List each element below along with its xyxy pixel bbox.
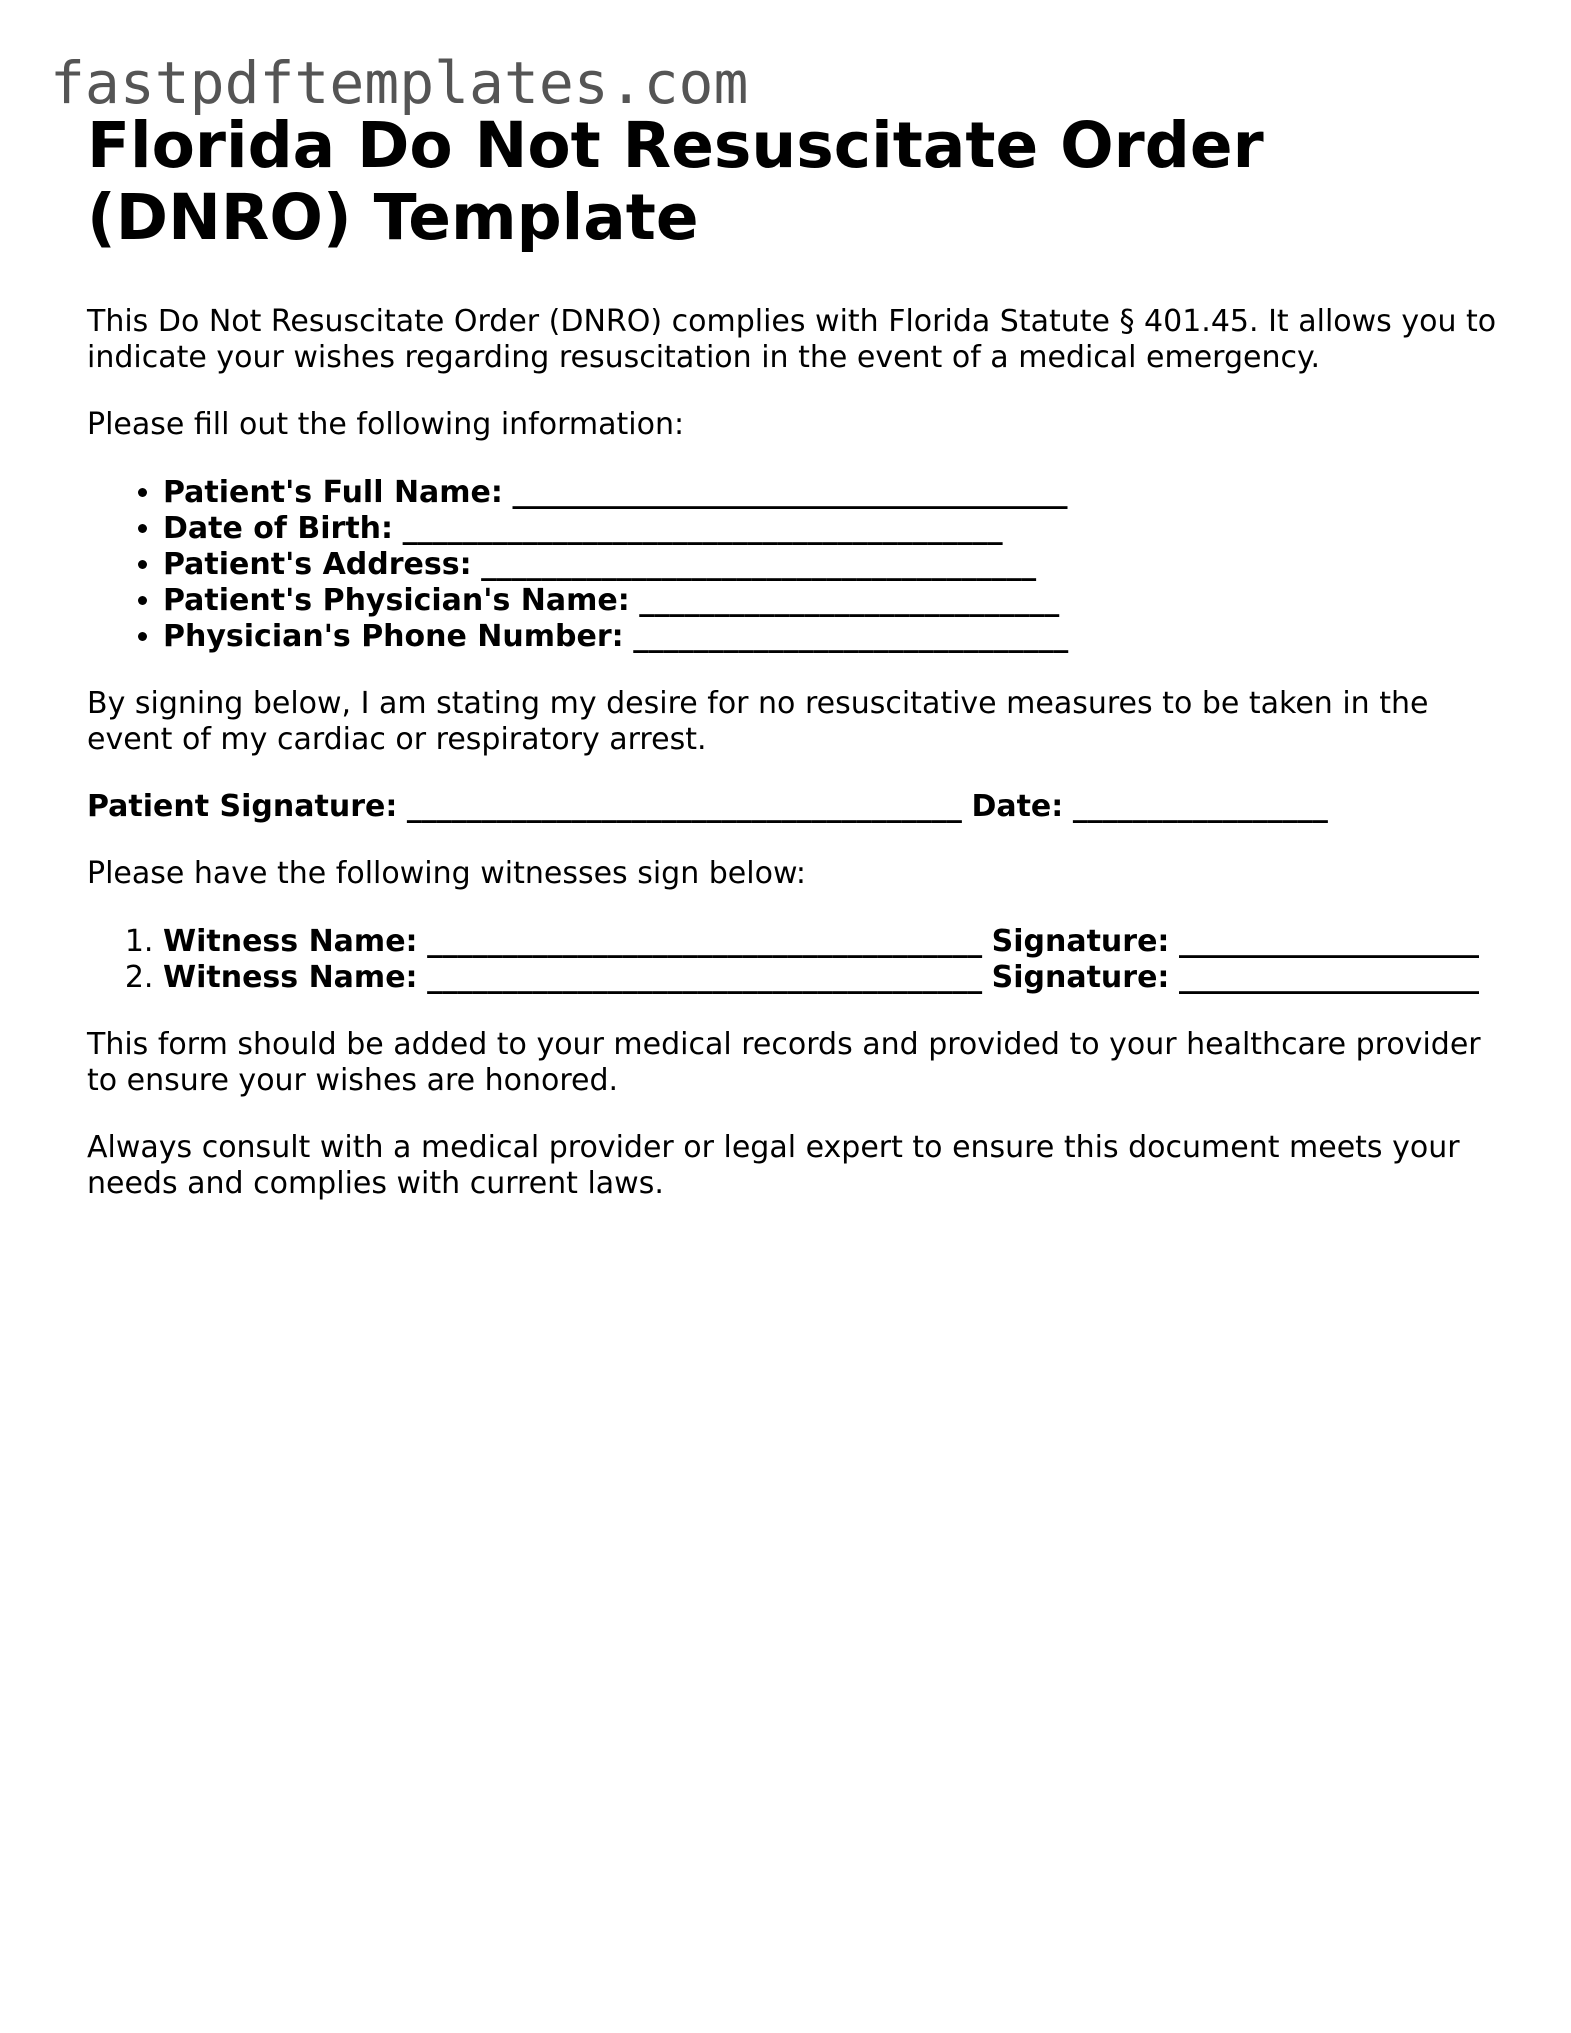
witness-signature-label: Signature:: [991, 924, 1170, 959]
patient-signature-label: Patient Signature:: [87, 789, 398, 824]
field-patient-address: [163, 547, 1497, 583]
field-patient-full-name: [163, 475, 1497, 511]
witness-signature-blank[interactable]: ____________________: [1178, 960, 1479, 995]
consult-note: Always consult with a medical provider or legal expert to ensure this document meets your needs and complies with current laws.: [87, 1130, 1460, 1201]
field-physician-name: [163, 583, 1497, 619]
field-label: Patient's Full Name:: [163, 475, 503, 510]
witness-name-blank[interactable]: _____________________________________: [427, 924, 983, 959]
witness-prompt: Please have the following witnesses sign below:: [87, 856, 806, 891]
date-blank[interactable]: _________________: [1072, 789, 1328, 824]
patient-fields-list: [87, 475, 1497, 655]
patient-signature-blank[interactable]: _____________________________________: [406, 789, 962, 824]
field-label: Physician's Phone Number:: [163, 619, 624, 654]
witness-signature-label: Signature:: [991, 960, 1170, 995]
witness-name-label: Witness Name:: [163, 924, 418, 959]
field-date-of-birth: [163, 511, 1497, 547]
field-physician-phone: [163, 619, 1497, 655]
field-label: Patient's Address:: [163, 547, 472, 582]
field-label: Patient's Physician's Name:: [163, 583, 630, 618]
document: [87, 110, 1497, 1202]
field-label: Date of Birth:: [163, 511, 394, 546]
witness-name-label: Witness Name:: [163, 960, 418, 995]
field-blank-line[interactable]: ____________________________: [639, 583, 1060, 618]
patient-signature-line: [87, 789, 1497, 825]
field-blank-line[interactable]: _____________________________________: [512, 475, 1068, 510]
witness-signature-blank[interactable]: ____________________: [1178, 924, 1479, 959]
witness-name-blank[interactable]: _____________________________________: [427, 960, 983, 995]
field-blank-line[interactable]: _____________________________: [633, 619, 1069, 654]
witness-item: [163, 924, 1497, 960]
intro-paragraph: This Do Not Resuscitate Order (DNRO) complies with Florida Statute § 401.45. It allows you to indicate your wishes regarding resuscitation in the event of a medical emergency.: [87, 304, 1497, 375]
page-title: Florida Do Not Resuscitate Order (DNRO) Template: [87, 109, 1264, 254]
witness-list: [87, 924, 1497, 996]
signing-statement: By signing below, I am stating my desire for no resuscitative measures to be taken in the event of my cardiac or respiratory arrest.: [87, 686, 1429, 757]
watermark: fastpdftemplates.com: [50, 49, 749, 117]
fill-prompt: Please fill out the following information:: [87, 407, 685, 442]
field-blank-line[interactable]: _____________________________________: [481, 547, 1037, 582]
date-label: Date:: [971, 789, 1064, 824]
field-blank-line[interactable]: ________________________________________: [402, 511, 1003, 546]
records-note: This form should be added to your medical records and provided to your healthcare provider to ensure your wishes are honored.: [87, 1027, 1481, 1098]
witness-item: [163, 960, 1497, 996]
